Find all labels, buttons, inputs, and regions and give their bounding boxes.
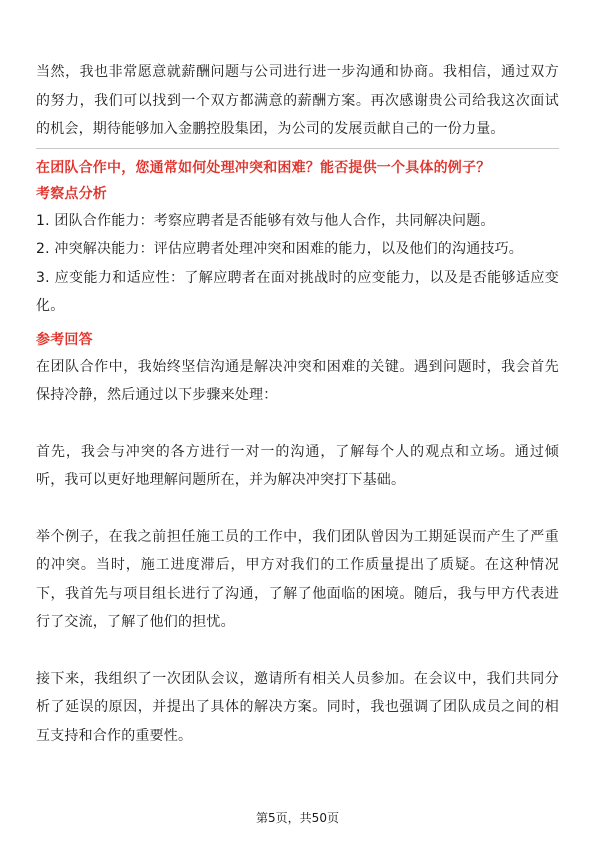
analysis-point: 2. 冲突解决能力：评估应聘者处理冲突和困难的能力，以及他们的沟通技巧。: [36, 241, 524, 257]
interview-question: 在团队合作中，您通常如何处理冲突和困难？能否提供一个具体的例子？: [36, 159, 491, 176]
analysis-list: [36, 207, 559, 321]
section-divider: [36, 148, 559, 149]
page-content: [36, 58, 559, 750]
intro-paragraph: 当然，我也非常愿意就薪酬问题与公司进行进一步沟通和协商。我相信，通过双方的努力，我们可以找到一个双方都满意的薪酬方案。再次感谢贵公司给我这次面试的机会，期待能够加入金鹏控股集团，为公司的发展贡献自己的一份力量。: [36, 64, 559, 137]
answer-label: 参考回答: [36, 331, 93, 348]
answer-paragraph: 在团队合作中，我始终坚信沟通是解决冲突和困难的关键。遇到问题时，我会首先保持冷静，然后通过以下步骤来处理：: [36, 358, 559, 403]
answer-paragraph: 举个例子，在我之前担任施工员的工作中，我们团队曾因为工期延误而产生了严重的冲突。当时，施工进度滞后，甲方对我们的工作质量提出了质疑。在这种情况下，我首先与项目组长进行了沟通，了解了他面临的困境。随后，我与甲方代表进行了交流，了解了他们的担忧。: [36, 528, 559, 630]
page-footer: 第5页，共50页: [256, 811, 339, 825]
paragraph-gap: [36, 410, 559, 438]
analysis-label: 考察点分析: [36, 185, 107, 202]
answer-paragraph: 首先，我会与冲突的各方进行一对一的沟通，了解每个人的观点和立场。通过倾听，我可以更好地理解问题所在，并为解决冲突打下基础。: [36, 443, 559, 488]
analysis-point: 1. 团队合作能力：考察应聘者是否能够有效与他人合作，共同解决问题。: [36, 212, 495, 229]
answer-paragraph: 接下来，我组织了一次团队会议，邀请所有相关人员参加。在会议中，我们共同分析了延误的原因，并提出了具体的解决方案。同时，我也强调了团队成员之间的相互支持和合作的重要性。: [36, 670, 559, 744]
analysis-point: 3. 应变能力和适应性：了解应聘者在面对挑战时的应变能力，以及是否能够适应变化。: [36, 269, 559, 314]
paragraph-gap: [36, 637, 559, 665]
paragraph-gap: [36, 495, 559, 523]
